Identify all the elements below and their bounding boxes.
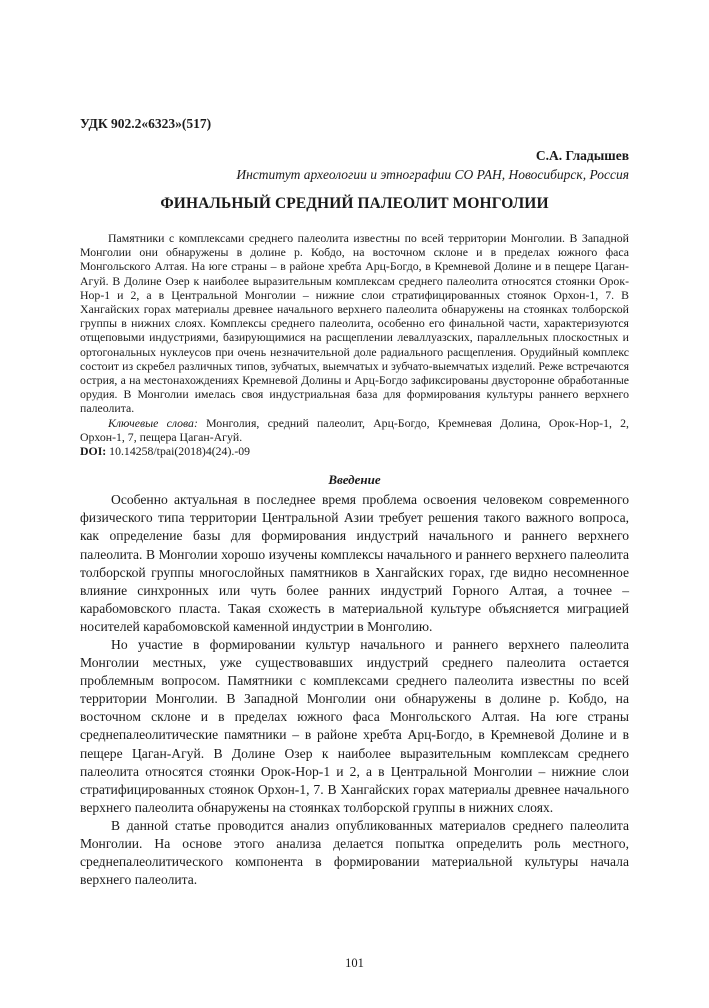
body-paragraph: Но участие в формировании культур начального и раннего верхнего палеолита Монголии местных, уже существовавших индустрий среднего палеолита остается проблемным вопросом. Памятники с комплексами среднего палеолита известны по всей территории Монголии. В Западной Монголии они обнаружены в долине р. Кобдо, на восточном склоне и в пределах южного фаса Монгольского Алтая. На юге страны среднепалеолитические памятники – в районе хребта Арц-Богдо, в Кремневой Долине и в пещере Цаган-Агуй. В Долине Озер к наиболее выразительным комплексам среднего палеолита относятся стоянки Орок-Нор-1 и 2, а в Центральной Монголии – нижние слои стратифицированных стоянок Орхон-1, 7. В Хангайских горах материалы древнее начального верхнего палеолита обнаружены на стоянках толборской группы в нижних слоях.: [80, 637, 629, 815]
keywords-text: Монголия, средний палеолит, Арц-Богдо, Кремневая Долина, Орок-Нор-1, 2, Орхон-1, 7, пещера Цаган-Агуй.: [80, 415, 629, 444]
keywords: [80, 416, 629, 444]
section-title-introduction: Введение: [328, 472, 381, 488]
doi-line: [80, 444, 629, 458]
udk-code: УДК 902.2«6323»(517): [80, 116, 212, 131]
keywords-label: Ключевые слова:: [108, 415, 198, 430]
page-number: 101: [345, 956, 364, 970]
body-paragraph: Особенно актуальная в последнее время проблема освоения человеком современного физического типа территории Центральной Азии требует решения такого важного вопроса, как определение базы для формирования индустрий начального и раннего верхнего палеолита. В Монголии хорошо изучены комплексы начального и раннего верхнего палеолита толборской группы многослойных памятников в Хангайских горах, где видно несомненное влияние синхронных или чуть более ранних индустрий Горного Алтая, а точнее – карабомовского пласта. Такая схожесть в материальной культуре объясняется миграцией носителей карабомовской каменной индустрии в Монголию.: [80, 492, 629, 634]
abstract: Памятники с комплексами среднего палеолита известны по всей территории Монголии. В Западной Монголии они обнаружены в долине р. Кобдо, на восточном склоне и в пределах южного фаса Монгольского Алтая. На юге страны – в районе хребта Арц-Богдо, в Кремневой Долине и в пещере Цаган-Агуй. В Долине Озер к наиболее выразительным комплексам среднего палеолита относятся стоянки Орок-Нор-1 и 2, а в Центральной Монголии – нижние слои стратифицированных стоянок Орхон-1, 7. В Хангайских горах материалы древнее начального верхнего палеолита обнаружены на стоянках толборской группы в нижних слоях. Комплексы среднего палеолита, особенно его финальной части, характеризуются отщеповыми индустриями, базирующимися на расщеплении леваллуазских, параллельных плоскостных и ортогональных нуклеусов при очень незначительной доле радиального расщепления. Орудийный комплекс состоит из скребел различных типов, зубчатых, выемчатых и зубчато-выемчатых изделий. Реже встречаются острия, а на местонахождениях Кремневой Долины и Арц-Богдо зафиксированы двусторонне обработанные орудия. В Монголии имелась своя индустриальная база для формирования культуры раннего верхнего палеолита.: [80, 231, 629, 416]
doi-value: 10.14258/tpai(2018)4(24).-09: [106, 444, 251, 459]
author-affiliation: Институт археологии и этнографии СО РАН, Новосибирск, Россия: [236, 167, 629, 182]
doi-label: DOI:: [80, 444, 107, 459]
body-paragraph: В данной статье проводится анализ опубликованных материалов среднего палеолита Монголии. На основе этого анализа делается попытка определить роль местного, среднепалеолитического компонента в формировании материальной культуры начала верхнего палеолита.: [80, 817, 629, 888]
article-title: ФИНАЛЬНЫЙ СРЕДНИЙ ПАЛЕОЛИТ МОНГОЛИИ: [160, 195, 549, 212]
author-name: С.А. Гладышев: [535, 148, 629, 163]
